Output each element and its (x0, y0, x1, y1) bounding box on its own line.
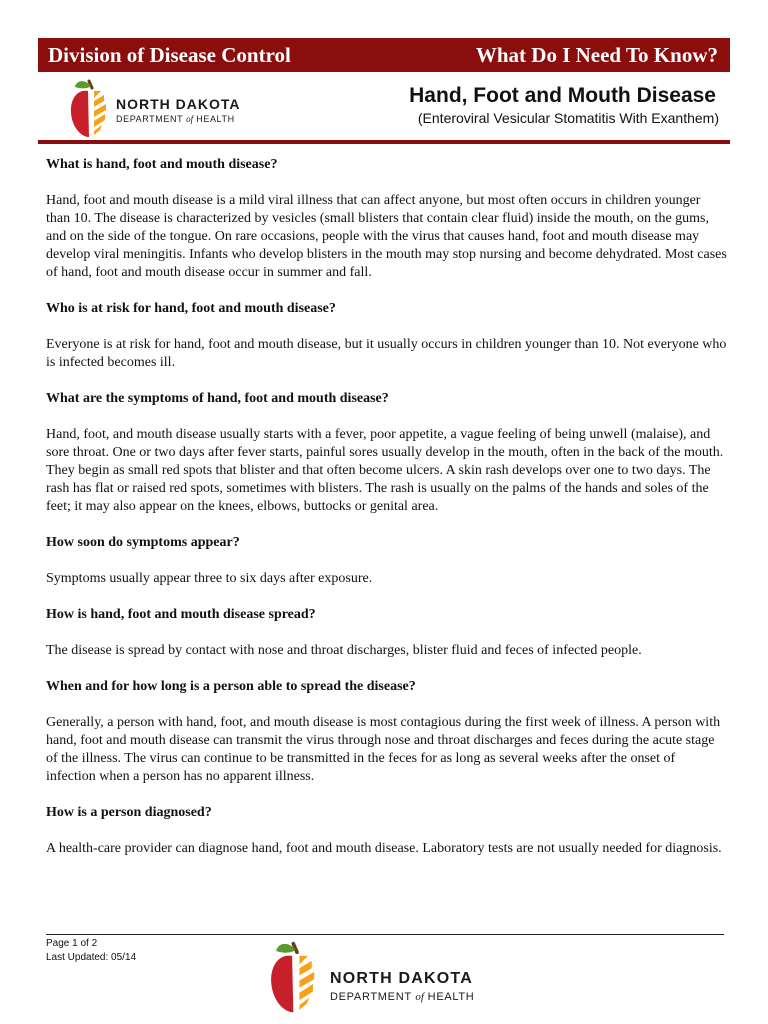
section-heading: How is hand, foot and mouth disease spread? (46, 607, 316, 622)
footer-info (46, 937, 136, 965)
logo-line2: DEPARTMENT of HEALTH (116, 114, 235, 124)
page-number: Page 1 of 2 (46, 938, 98, 949)
footer-divider (46, 934, 724, 935)
section-heading: How soon do symptoms appear? (46, 535, 240, 550)
division-name: Division of Disease Control (48, 42, 291, 67)
section (46, 606, 728, 660)
section-body: Hand, foot and mouth disease is a mild viral illness that can affect anyone, but most often occurs in children younger than 10. The disease is characterized by vesicles (small blisters that contain clear fluid) inside the mouth, on the gums, and on the side of the tongue. On rare occasions, people with the virus that causes hand, foot and mouth disease may develop viral meningitis. Infants who develop blisters in the mouth may stop nursing and become dehydrated. Most cases of hand, foot and mouth disease occur in summer and fall. (46, 193, 727, 280)
section (46, 804, 728, 858)
document-body (46, 156, 728, 876)
section-body: Hand, foot, and mouth disease usually starts with a fever, poor appetite, a vague feeling of being unwell (malaise), and sore throat. One or two days after fever starts, painful sores usually develop in the mouth, often in the back of the mouth. They begin as small red spots that blister and that often become ulcers. A skin rash develops over one to two days. The rash has flat or raised red spots, sometimes with blisters. The rash is usually on the palms of the hands and soles of the feet; it may also appear on the knees, elbows, buttocks or genital area. (46, 427, 724, 514)
section-body: A health-care provider can diagnose hand, foot and mouth disease. Laboratory tests are not usually needed for diagnosis. (46, 841, 722, 856)
page-title: Hand, Foot and Mouth Disease (409, 84, 716, 107)
section-body: Generally, a person with hand, foot, and mouth disease is most contagious during the first week of illness. A person with hand, foot and mouth disease can transmit the virus through nose and throat discharges and feces during the acute stage of the illness. The virus can continue to be transmitted in the feces for as long as several weeks after the onset of infection when a person has no apparent illness. (46, 715, 721, 784)
section-heading: What is hand, foot and mouth disease? (46, 157, 278, 172)
division-banner (38, 38, 730, 72)
section (46, 390, 728, 516)
nd-health-logo-footer (270, 940, 500, 1016)
logo-line1: NORTH DAKOTA (116, 96, 241, 112)
section (46, 300, 728, 372)
section-heading: When and for how long is a person able to spread the disease? (46, 679, 416, 694)
section-heading: What are the symptoms of hand, foot and mouth disease? (46, 391, 389, 406)
section (46, 156, 728, 282)
section-heading: Who is at risk for hand, foot and mouth disease? (46, 301, 336, 316)
section-body: The disease is spread by contact with nose and throat discharges, blister fluid and feces of infected people. (46, 643, 642, 658)
page-subtitle: (Enteroviral Vesicular Stomatitis With Exanthem) (417, 110, 719, 126)
section-body: Everyone is at risk for hand, foot and mouth disease, but it usually occurs in children younger than 10. Not everyone who is infected becomes ill. (46, 337, 727, 370)
last-updated: Last Updated: 05/14 (46, 952, 137, 963)
logo-line2: DEPARTMENT of HEALTH (330, 991, 475, 1003)
banner-tagline: What Do I Need To Know? (475, 42, 718, 67)
apple-logo-icon (70, 78, 114, 140)
section (46, 534, 728, 588)
nd-health-logo (70, 78, 260, 140)
logo-line1: NORTH DAKOTA (330, 970, 473, 987)
section-body: Symptoms usually appear three to six days after exposure. (46, 571, 373, 586)
apple-logo-icon (270, 940, 324, 1016)
section-heading: How is a person diagnosed? (46, 805, 212, 820)
section (46, 678, 728, 786)
header-divider (38, 140, 730, 144)
